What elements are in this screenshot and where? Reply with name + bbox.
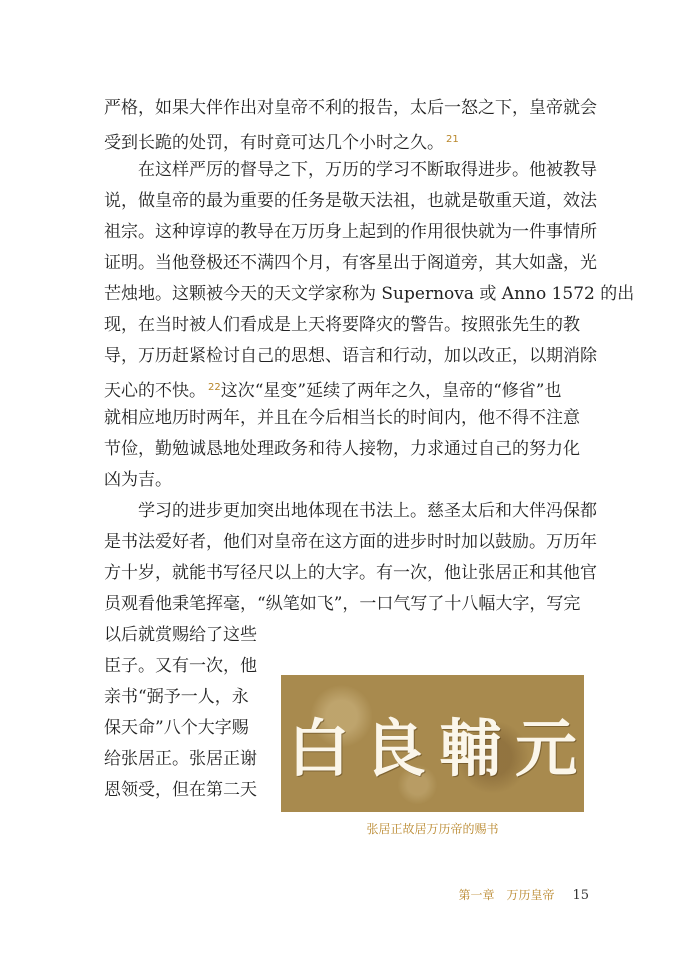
- calligraphy-glyph: 良: [363, 712, 426, 785]
- calligraphy-glyph: 輔: [439, 712, 502, 785]
- text-line: 现，在当时被人们看成是上天将要降灾的警告。按照张先生的教: [104, 315, 580, 335]
- text-line: [104, 124, 590, 155]
- text-line: 保天命”八个大字赐: [104, 718, 249, 738]
- text-line: [104, 372, 590, 403]
- text-line: 亲书“弼予一人，永: [104, 687, 249, 707]
- text-line: 以后就赏赐给了这些: [104, 625, 257, 645]
- text-line: 是书法爱好者，他们对皇帝在这方面的进步时时加以鼓励。万历年: [104, 532, 597, 552]
- text-line: 证明。当他登极还不满四个月，有客星出于阁道旁，其大如盏，光: [104, 253, 597, 273]
- text-line: 臣子。又有一次，他: [104, 656, 257, 676]
- text-line: 严格，如果大伴作出对皇帝不利的报告，太后一怒之下，皇帝就会: [104, 98, 597, 118]
- footnote-marker[interactable]: 21: [446, 134, 459, 145]
- text-line: 祖宗。这种谆谆的教导在万历身上起到的作用很快就为一件事情所: [104, 222, 597, 242]
- figure-caption: 张居正故居万历帝的赐书: [366, 822, 499, 836]
- paragraph-start: 学习的进步更加突出地体现在书法上。慈圣太后和大伴冯保都: [138, 501, 597, 521]
- text-span: 天心的不快。: [104, 381, 206, 401]
- page-footer: [458, 886, 589, 903]
- text-line: 员观看他秉笔挥毫，“纵笔如飞”，一口气写了十八幅大字，写完: [104, 594, 581, 614]
- page-number: 15: [572, 888, 589, 903]
- text-line: 恩领受，但在第二天: [104, 780, 257, 800]
- text-span: 受到长跪的处罚，有时竟可达几个小时之久。: [104, 133, 444, 153]
- calligraphy-glyph: 白: [287, 712, 350, 785]
- calligraphy-glyph: 元: [515, 712, 578, 785]
- text-line: 给张居正。张居正谢: [104, 749, 257, 769]
- text-line: 说，做皇帝的最为重要的任务是敬天法祖，也就是敬重天道，效法: [104, 191, 597, 211]
- text-line: 就相应地历时两年，并且在今后相当长的时间内，他不得不注意: [104, 408, 580, 428]
- running-chapter-title: 第一章 万历皇帝: [458, 888, 555, 902]
- text-line: 凶为吉。: [104, 470, 172, 490]
- text-line: 方十岁，就能书写径尺以上的大字。有一次，他让张居正和其他官: [104, 563, 597, 583]
- footnote-marker[interactable]: 22: [208, 382, 221, 393]
- calligraphy-image: [281, 675, 584, 812]
- text-span: 这次“星变”延续了两年之久，皇帝的“修省”也: [220, 381, 562, 401]
- text-line: 节俭，勤勉诚恳地处理政务和待人接物，力求通过自己的努力化: [104, 439, 580, 459]
- text-line: 导，万历赶紧检讨自己的思想、语言和行动，加以改正，以期消除: [104, 346, 597, 366]
- paragraph-start: 在这样严厉的督导之下，万历的学习不断取得进步。他被教导: [138, 160, 597, 180]
- text-line: 芒烛地。这颗被今天的天文学家称为 Supernova 或 Anno 1572 的出: [104, 284, 635, 304]
